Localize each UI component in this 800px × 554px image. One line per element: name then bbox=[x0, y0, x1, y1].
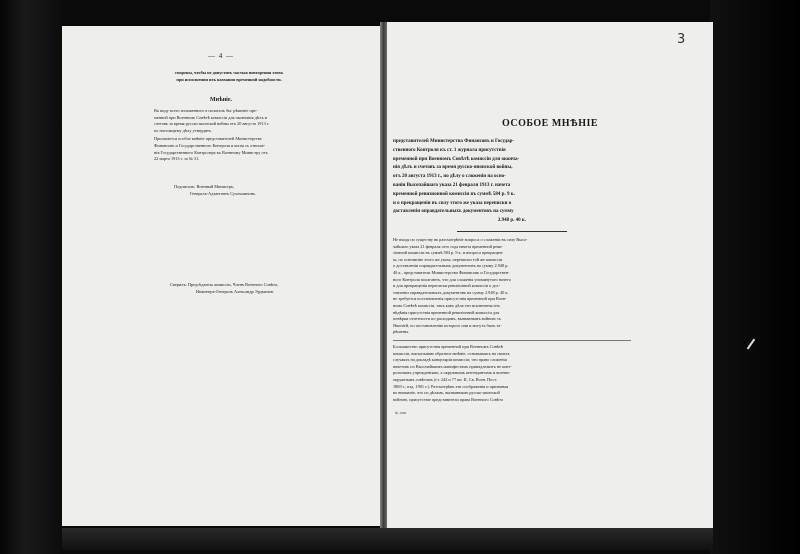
text-line: нiя дѣлъ и счетовъ за время русско-японской войны, bbox=[393, 165, 513, 171]
text-line: временной при Военномъ Совѣтѣ комиссiи для оконча- bbox=[393, 156, 520, 162]
text-line: Въ виду всего изложенного в полагалъ бы: рѣшенiе пре- bbox=[154, 108, 258, 113]
text-line: счетовъ за время русско-японской войны отъ 20 августа 1913 г. bbox=[154, 121, 270, 127]
scan-border-right bbox=[710, 0, 800, 554]
text-line: комиссiи, высказываю обратное мнѣнiе, основываясь на своихъ bbox=[393, 350, 510, 356]
text-line: Японiей, по постановленiю которого они и могутъ быть за- bbox=[393, 322, 502, 328]
text-line: Прилагается особое мнѣнiе представителей Министерства bbox=[154, 136, 262, 142]
text-line: Большинство присутствiя временной при Военномъ Совѣтѣ bbox=[393, 344, 504, 349]
text-line: повѣрки отчетности по расходамъ, вызваннымъ войною съ bbox=[393, 316, 501, 322]
text-line: номъ Совѣтѣ комиссiи, такъ какъ дѣла эти исключены изъ bbox=[393, 302, 500, 308]
text-line: отъ 20 августа 1913 г., по дѣлу о сложенiи на осно- bbox=[393, 174, 506, 180]
text-line: зiонной комиссiи въ суммѣ 584 р. 9 к. и вопроса прекращен- bbox=[393, 250, 504, 256]
text-line: чайшаго указа 21 февраля сего года начета временной реви- bbox=[393, 243, 503, 249]
text-line: iя, по основанiю этого же указа, переписки той же комиссiи bbox=[393, 256, 503, 262]
text-line: ванiи Высочайшаго указа 21 февраля 1913 г. начета bbox=[393, 182, 511, 188]
text-line: вѣдѣнiя присутствiя временной ревизiонной комиссiи для bbox=[393, 309, 500, 315]
text-line: представителей Министерства Финансовъ и Государ- bbox=[393, 139, 515, 144]
text-line: случаяхъ на докладѣ канцелярiи комиссiи, что право сложенiя bbox=[393, 357, 507, 363]
text-line: доставленiи оправдательныхъ документовъ на сумму bbox=[393, 209, 514, 215]
text-line: при исполнении ихъ названия временной надобности. bbox=[176, 76, 282, 82]
text-line: сморены, чтобы не допустить частыя повторения этихъ bbox=[174, 70, 284, 75]
document-subtitle bbox=[393, 138, 631, 226]
text-line: во вниманiе, что по дѣламъ, вызваннымъ русско-японской bbox=[393, 390, 500, 396]
paragraph-divider bbox=[393, 340, 631, 341]
text-line: 40 к., представители Министерства Финансовъ и Государствен- bbox=[393, 269, 510, 275]
book-gutter bbox=[380, 22, 387, 528]
text-line: 1869 г., изд. 1901 г.). Разсмотрѣвъ эти соображенiя и признавая bbox=[393, 383, 509, 389]
text-line: 2.948 р. 40 к. bbox=[497, 218, 527, 224]
document-title: ОСОБОЕ МНѢНIЕ bbox=[501, 118, 599, 129]
footer-note: № 1505 bbox=[395, 411, 407, 415]
text-line: ного Контроля полагаютъ, что для сложенiя упомянутаго начета bbox=[393, 276, 511, 282]
text-line: Сверилъ: Предсѣдатель комиссiи, Членъ Военного Совѣта, bbox=[170, 282, 279, 287]
text-line: ственного Контроля къ ст. 1 журнала присутствiя bbox=[393, 147, 506, 153]
body-paragraph-1 bbox=[393, 237, 631, 336]
body-paragraph-2 bbox=[393, 344, 631, 403]
verification-block bbox=[170, 282, 320, 295]
text-line: рольнымъ учрежденiямъ, а окружнымъ интендантамъ и военно- bbox=[393, 370, 511, 376]
text-line: Инженеръ-Генералъ Александр Эрдманов. bbox=[196, 288, 275, 294]
text-line: Генералъ-Адъютантъ Сухомлиновъ. bbox=[190, 190, 256, 196]
text-line: и для прекращенiя переписки ревизiонной комиссiи о дос- bbox=[393, 283, 501, 289]
text-line: войною, присутствiе представители права Военного Совѣта bbox=[393, 396, 503, 402]
scan-border-bottom bbox=[62, 528, 713, 550]
text-line: Подписалъ: Военный Министръ, bbox=[174, 184, 235, 189]
right-page bbox=[387, 22, 713, 528]
section-divider bbox=[457, 231, 567, 232]
archive-page-number: 3 bbox=[677, 32, 686, 47]
text-line: нiя Государственного Контролера къ Военному Министру отъ bbox=[154, 149, 268, 155]
text-line: менной при Военномъ Совѣтѣ комиссiи для окончанiя дѣлъ и bbox=[154, 114, 267, 120]
text-line: рѣшены. bbox=[393, 329, 409, 335]
text-line: окружнымъ совѣтамъ (ст. 242 и 77 кн. II, Св. Воен. Пост. bbox=[393, 376, 498, 382]
page-number: — 4 — bbox=[208, 52, 234, 60]
scan-border-left bbox=[0, 0, 62, 554]
intro-text bbox=[154, 70, 304, 83]
opinion-heading: Мнѣніе. bbox=[209, 97, 232, 103]
text-line: 22 марта 1913 г. за № 31. bbox=[154, 156, 200, 162]
text-line: по настоящему дѣлу утвердить. bbox=[154, 127, 212, 133]
text-line: тавленiи оправдательныхъ документовъ на сумму 2.948 р. 40 к. bbox=[393, 289, 509, 295]
text-line: Не входя по существу въ разсмотрѣнiе вопроса о сложенiи въ силу Высо- bbox=[393, 237, 528, 242]
text-line: временной ревизионной комиссiи въ суммѣ 584 р. 9 к. bbox=[393, 191, 515, 197]
signature-block bbox=[174, 184, 314, 197]
text-line: и о прекращенiи въ силу этого же указа переписки о bbox=[393, 200, 512, 206]
left-page bbox=[62, 26, 380, 526]
text-line: начетовъ по Высочайшимъ манифестамъ принадлежитъ не конт- bbox=[393, 363, 512, 369]
text-line: о доставленiи оправдательныхъ документовъ на сумму 2.948 р. bbox=[393, 263, 509, 269]
text-line: Финансовъ и Государственного Контроля и копiя съ отноше- bbox=[154, 142, 266, 148]
opinion-text bbox=[154, 108, 304, 163]
text-line: не требуется постановленiя присутствiя временной при Воен- bbox=[393, 296, 507, 302]
